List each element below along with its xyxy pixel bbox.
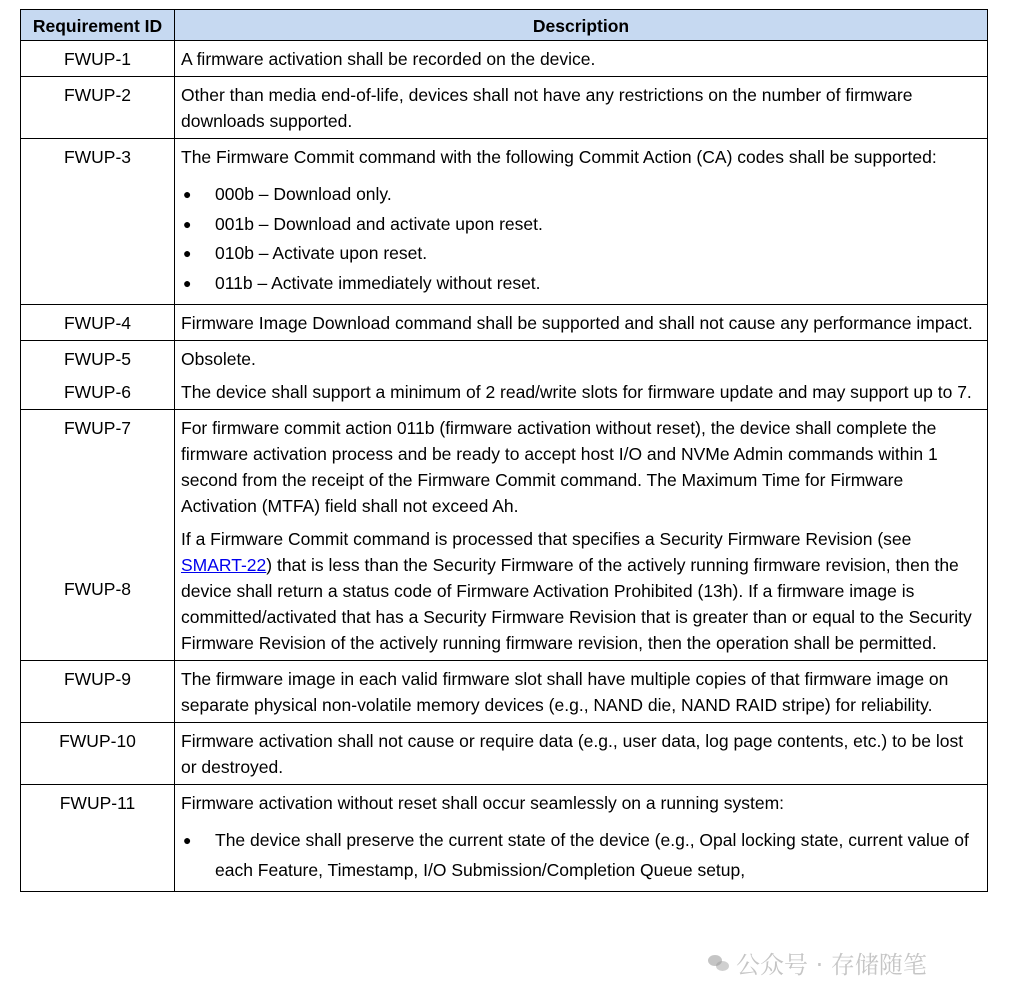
description-cell — [175, 305, 988, 341]
table-row — [21, 305, 988, 341]
table-header-row — [21, 10, 988, 41]
requirement-id-cell — [21, 77, 175, 139]
list-item: ● 001b – Download and activate upon reset. — [181, 210, 981, 240]
description-cell — [175, 77, 988, 139]
bullet-icon: ● — [183, 274, 192, 291]
requirements-table — [20, 9, 988, 892]
description-text: For firmware commit action 011b (firmware activation without reset), the device shall complete the firmware activation process and be ready to accept host I/O and NVMe Admin commands within 1 second from the receipt of the Firmware Commit command. The Maximum Time for Firmware Activation (MTFA) field shall not exceed Ah. — [181, 418, 938, 516]
description-text: Firmware activation shall not cause or require data (e.g., user data, log page contents, etc.) to be lost or destroyed. — [181, 731, 964, 777]
list-item: ● 011b – Activate immediately without reset. — [181, 269, 981, 299]
list-item: ● 010b – Activate upon reset. — [181, 239, 981, 269]
requirement-id-cell — [21, 341, 175, 410]
requirement-id: FWUP-11 — [59, 793, 136, 813]
requirement-id: FWUP-6 — [63, 382, 132, 402]
requirement-id-cell — [21, 305, 175, 341]
table-row — [21, 41, 988, 77]
description-text: Obsolete. — [181, 349, 256, 369]
header-description: Description — [175, 10, 988, 41]
requirement-id: FWUP-4 — [63, 313, 132, 333]
requirement-id: FWUP-8 — [63, 579, 132, 599]
requirement-id-cell — [21, 41, 175, 77]
header-requirement-id: Requirement ID — [21, 10, 175, 41]
requirement-id: FWUP-5 — [63, 349, 132, 369]
bullet-icon: ● — [183, 245, 192, 261]
description-cell — [175, 661, 988, 723]
bullet-icon: ● — [183, 215, 192, 232]
description-text: Other than media end-of-life, devices shall not have any restrictions on the number of firmware downloads supported. — [181, 85, 913, 131]
seamless-activation-list — [181, 826, 981, 885]
table-row — [21, 410, 988, 661]
description-text: Firmware Image Download command shall be supported and shall not cause any performance impact. — [181, 313, 973, 333]
description-text: The firmware image in each valid firmware slot shall have multiple copies of that firmware image on separate physical non-volatile memory devices (e.g., NAND die, NAND RAID stripe) for reliability. — [181, 669, 949, 715]
requirement-id: FWUP-2 — [63, 85, 132, 105]
description-cell — [175, 410, 988, 661]
commit-action-list — [181, 180, 981, 298]
requirement-id: FWUP-7 — [63, 418, 132, 438]
description-text: The Firmware Commit command with the following Commit Action (CA) codes shall be supported: — [181, 147, 937, 167]
description-cell — [175, 785, 988, 892]
requirement-id: FWUP-1 — [63, 49, 132, 69]
table-row — [21, 661, 988, 723]
description-text: A firmware activation shall be recorded on the device. — [181, 49, 596, 69]
requirement-id: FWUP-9 — [63, 669, 132, 689]
table-row — [21, 341, 988, 410]
requirement-id-cell — [21, 785, 175, 892]
list-item: ● The device shall preserve the current state of the device (e.g., Opal locking state, current value of each Feature, Timestamp, I/O Submission/Completion Queue setup, — [181, 826, 981, 885]
requirement-id-cell — [21, 661, 175, 723]
table-row — [21, 723, 988, 785]
description-text: The device shall support a minimum of 2 read/write slots for firmware update and may support up to 7. — [181, 382, 972, 402]
description-cell — [175, 723, 988, 785]
table-row — [21, 785, 988, 892]
watermark-text: 公众号 · 存储随笔 — [736, 951, 927, 979]
bullet-icon: ● — [183, 186, 192, 202]
list-item: ● 000b – Download only. — [181, 180, 981, 210]
description-cell — [175, 41, 988, 77]
requirement-id-cell — [21, 723, 175, 785]
requirement-id-cell — [21, 410, 175, 661]
requirement-id: FWUP-10 — [59, 731, 136, 751]
wechat-icon — [708, 953, 730, 973]
description-cell — [175, 341, 988, 410]
table-row — [21, 77, 988, 139]
requirement-id: FWUP-3 — [63, 147, 132, 167]
description-cell — [175, 139, 988, 305]
requirement-id-cell — [21, 139, 175, 305]
watermark — [708, 945, 927, 980]
description-text: If a Firmware Commit command is processed that specifies a Security Firmware Revision (see SMART-22) that is less than the Security Firmware of the actively running firmware revision, then the device shall return a status code of Firmware Activation Prohibited (13h). If a firmware image is committed/activated that has a Security Firmware Revision that is greater than or equal to the Security Firmware Revision of the actively running firmware revision, then the operation shall be permitted. — [181, 529, 972, 653]
bullet-icon: ● — [183, 832, 192, 848]
table-row — [21, 139, 988, 305]
smart-22-link[interactable]: SMART-22 — [181, 555, 267, 575]
description-text: Firmware activation without reset shall occur seamlessly on a running system: — [181, 793, 785, 813]
